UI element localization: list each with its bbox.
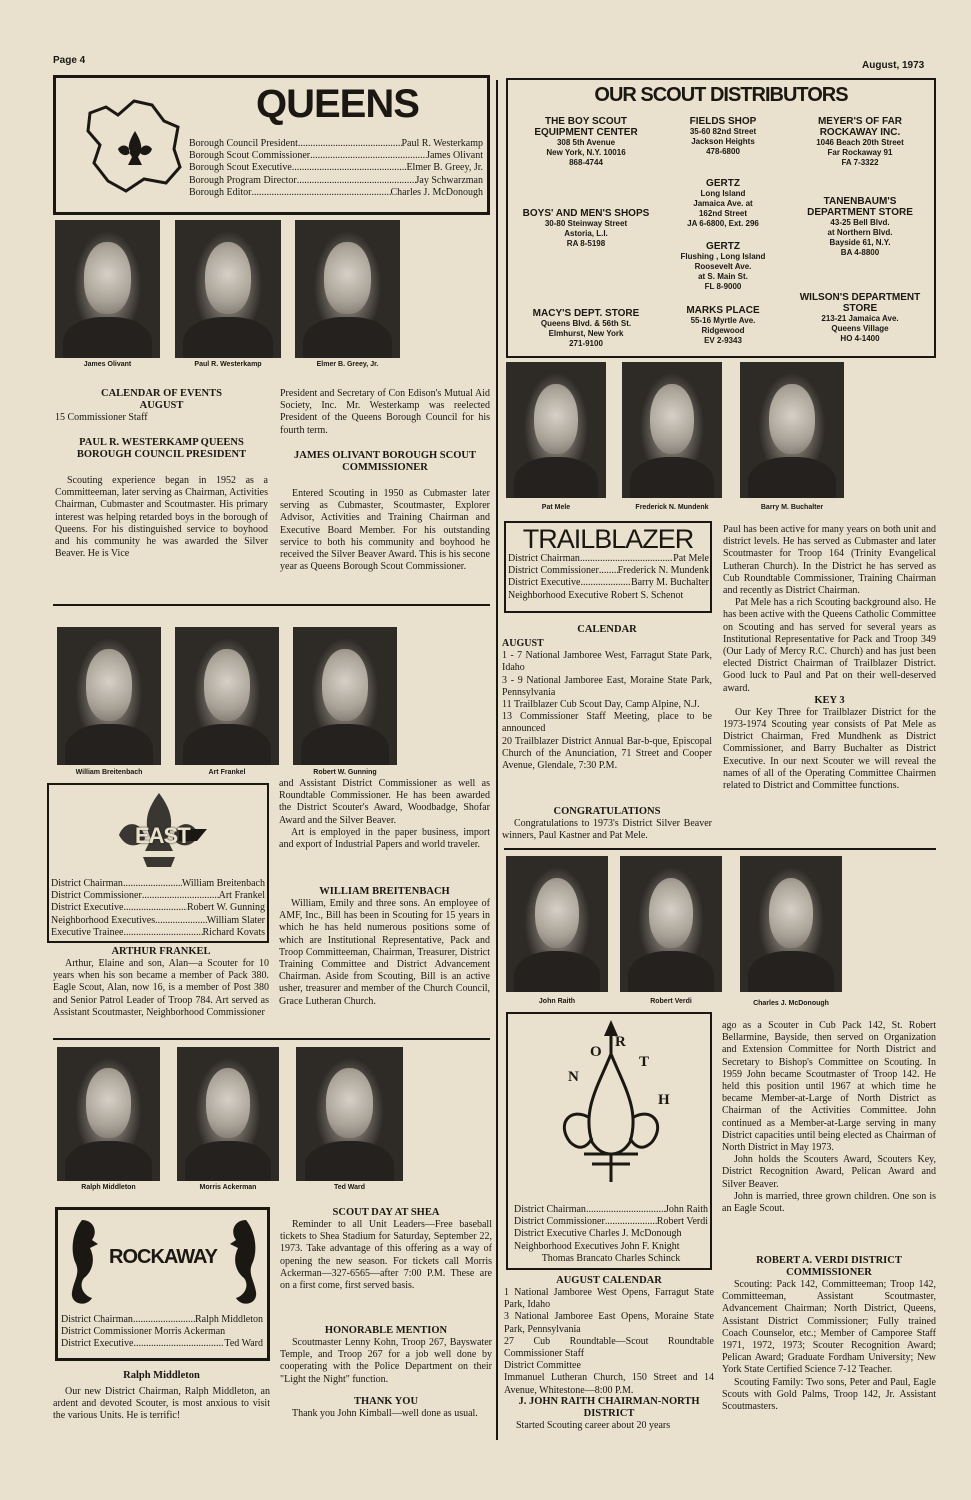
east-logo-text: EAST: [135, 823, 190, 848]
photo-greey: [295, 220, 400, 358]
caption-breitenbach: William Breitenbach: [75, 769, 143, 776]
caption-ward: Ted Ward: [333, 1184, 366, 1191]
photo-ward: [296, 1047, 403, 1181]
compass-letter-h: H: [658, 1092, 670, 1108]
photo-mundenk: [622, 362, 722, 498]
page-number: Page 4: [53, 55, 86, 66]
compass-letter-t: T: [639, 1054, 650, 1070]
north-staff-list: District Chairman ..... John Raith District Commissioner ..... Robert Verdi District Executive Charles J. McDonough Neighborhood Executives John F. Knight Thomas Brancato Charles Schinck: [514, 1204, 708, 1265]
rockaway-district-box: [55, 1207, 270, 1361]
section-rule-3: [504, 848, 936, 850]
caption-greey: Elmer B. Greey, Jr.: [316, 361, 379, 368]
raith-article: J. JOHN RAITH CHAIRMAN-NORTH DISTRICT Started Scouting career about 20 years: [516, 1396, 700, 1431]
caption-buchalter: Barry M. Buchalter: [760, 504, 824, 511]
raith-article-cont: ago as a Scouter in Cub Pack 142, St. Robert Bellarmine, Bayside, then served on Organization and Extension Committee for North District and Secretary to Bishop's Committee on Scouting. In 1959 John became Scoutmaster of Troop 142. He held this position until 1967 at which time he became Member-at-Large of North District as Chairman of the Activities Committee. John continued as a Member-at-Large serving in many District capacities until being elected as Chairman of North District in May 1973. John holds the Scouters Award, Scouters Key, District Recognition Award, Pelican Award and Silver Beaver. John is married, three grown children. One son is an Eagle Scout.: [722, 1020, 936, 1215]
caption-verdi: Robert Verdi: [650, 998, 692, 1005]
north-district-box: [506, 1012, 712, 1270]
caption-ackerman: Morris Ackerman: [199, 1184, 257, 1191]
compass-letter-o: O: [590, 1044, 602, 1060]
photo-olivant: [55, 220, 160, 358]
rockaway-staff-list: District Chairman ..... Ralph Middleton District Commissioner Morris Ackerman District Executive ..... Ted Ward: [61, 1314, 263, 1351]
caption-middleton: Ralph Middleton: [81, 1184, 136, 1191]
east-staff-list: District Chairman ..... William Breitenbach District Commissioner ..... Art Frankel District Executive ..... Robert W. Gunning Neighborhood Executives ..... William Slater Executive Trainee ..... Richard Kovats: [51, 878, 265, 939]
distributors-col1: THE BOY SCOUT EQUIPMENT CENTER 308 5th Avenue New York, N.Y. 10016 868-4744 BOYS' AND MEN'S SHOPS 30-80 Steinway Street Astoria, L.I. RA 8-5198 MACY'S DEPT. STORE Queens Blvd. & 56th St. Elmhurst, New York 271-9100: [522, 116, 650, 348]
photo-westerkamp: [175, 220, 281, 358]
congratulations: CONGRATULATIONS Congratulations to 1973's District Silver Beaver winners, Paul Kastner and Pat Mele.: [502, 806, 712, 842]
east-district-box: [47, 783, 269, 943]
distributors-box: [506, 78, 936, 358]
photo-gunning: [293, 627, 397, 765]
north-calendar: AUGUST CALENDAR 1 National Jamboree West Opens, Farragut State Park, Idaho 3 National Jamboree East Opens, Moraine State Park, Pennsylvania 27 Cub Roundtable—Scout Roundtable Commissioner Staff District Committee Immanuel Lutheran Church, 150 Street and 14 Avenue, Whitestone—8:00 P.M.: [504, 1275, 714, 1396]
caption-gunning: Robert W. Gunning: [313, 769, 377, 776]
photo-middleton: [57, 1047, 160, 1181]
calendar-of-events: CALENDAR OF EVENTS AUGUST 15 Commissioner Staff: [55, 388, 222, 423]
queens-map-icon: [82, 93, 188, 198]
frankel-article: ARTHUR FRANKEL Arthur, Elaine and son, Alan—a Scouter for 10 years when his son became a member of Pack 380. Eagle Scout, Alan, now 16, is a member of Post 380 and Senior Patrol Leader of Troop 784. Art served as Assistant Scoutmaster, Neighborhood Commissioner: [53, 946, 269, 1018]
issue-date: August, 1973: [862, 60, 925, 71]
photo-raith: [506, 856, 608, 992]
queens-title: QUEENS: [256, 82, 419, 126]
frankel-article-cont: and Assistant District Commissioner as well as Roundtable Commissioner. He has been awarded the District Scouter's Award, Woodbadge, Shofar Award and the Silver Beaver. Art is employed in the paper business, import and export of Industrial Papers and world traveler.: [279, 778, 490, 851]
caption-raith: John Raith: [538, 998, 576, 1005]
section-rule: [53, 604, 490, 606]
photo-frankel: [175, 627, 279, 765]
photo-mele: [506, 362, 606, 498]
trailblazer-article: Paul has been active for many years on both unit and district levels. He has served as Cubmaster and later Scoutmaster for Troop 164 (Trinity Evangelical Lutheran Church). In the District he has served as Cub Roundtable Commissioner, Training Chairman and recently as District Chairman. Pat Mele has a rich Scouting background also. He has been active with the Queens Catholic Committee on Scouting and has served for several years as Institutional Representative for Pack and Troop 349 (Our Lady of Mercy R.C. Church) and has just been elected District Chairman of Trailblazer District. Good luck to Paul and Pat on their well-deserved award. KEY 3 Our Key Three for Trailblazer District for the 1973-1974 Scouting year consists of Pat Mele as District Chairman, Fred Mundhenk as District Commissioner, and Barry Buchalter as District Executive. In our next Scouter we will reveal the names of all of the Operating Committee Chairmen related to District and Committee functions.: [723, 524, 936, 792]
caption-olivant: James Olivant: [83, 361, 132, 368]
compass-letter-n: N: [568, 1069, 579, 1085]
thank-you: THANK YOU Thank you John Kimball—well done as usual.: [292, 1396, 478, 1419]
olivant-article: JAMES OLIVANT BOROUGH SCOUT COMMISSIONER Entered Scouting in 1950 as Cubmaster later serving as Cubmaster, Scoutmaster, Explorer Advisor, Activities and Training Chairman and Executive Board Member. For his outstanding service to both his community and boyhood he received the Silver Beaver Award. This is his secone year as Queens Borough Scout Commissioner.: [280, 450, 490, 573]
photo-ackerman: [177, 1047, 279, 1181]
distributors-col2: FIELDS SHOP 35-60 82nd Street Jackson Heights 478-6800 GERTZ Long Island Jamaica Ave. at 162nd Street JA 6-6800, Ext. 296 GERTZ Flushing , Long Island Roosevelt Ave. at S. Main St. FL 8-9000 MARKS PLACE 55-16 Myrtle Ave. Ridgewood EV 2-9343: [680, 116, 766, 345]
westerkamp-article: PAUL R. WESTERKAMP QUEENS BOROUGH COUNCIL PRESIDENT Scouting experience began in 1952 as a Committeeman, later serving as Chairman, Activities Chairman, Cubmaster and Scoutmaster. His primary interest was helping retarded boys in the borough of Queens. For his distinguished service to boyhood and his community he was awarded the Silver Beaver. He is Vice: [55, 437, 268, 560]
trailblazer-box: [504, 521, 712, 613]
section-rule-2: [53, 1038, 490, 1040]
photo-mcdonough: [740, 856, 842, 992]
caption-westerkamp: Paul R. Westerkamp: [194, 361, 262, 368]
breitenbach-article: WILLIAM BREITENBACH William, Emily and three sons. An employee of AMF, Inc., Bill has been in Scouting for 15 years in which he has held numerous positions some of which are Institutional Representative, Pack and Troop Committeeman, Chairman, Treasurer, District Training Committee and District Advancement Chairman. Aside from Scouting, Bill is an active usher, treasurer and member of the Church Council, Grace Lutheran Church.: [279, 886, 490, 1007]
caption-mundenk: Frederick N. Mundenk: [635, 504, 709, 511]
photo-breitenbach: [57, 627, 161, 765]
distributors-col3: MEYER'S OF FAR ROCKAWAY INC. 1046 Beach 20th Street Far Rockaway 91 FA 7-3322 TANENBAUM'S DEPARTMENT STORE 43-25 Bell Blvd. at Northern Blvd. Bayside 61, N.Y. BA 4-8800 WILSON'S DEPARTMENT STORE 213-21 Jamaica Ave. Queens Village HO 4-1400: [799, 116, 921, 343]
compass-letter-r: R: [615, 1034, 626, 1050]
queens-staff-list: Borough Council President ..... Paul R. Westerkamp Borough Scout Commissioner ..... James Olivant Borough Scout Executive ..... Elmer B. Greey, Jr. Borough Program Director ..... Jay Schwarzman Borough Editor ..... Charles J. McDonough: [189, 138, 483, 199]
westerkamp-article-cont: President and Secretary of Con Edison's Mutual Aid Society, Inc. Mr. Westerkamp was reelected President of the Queens Borough Council for his fourth term.: [280, 388, 490, 436]
caption-mele: Pat Mele: [541, 504, 571, 511]
column-divider: [496, 80, 498, 1440]
distributors-title: OUR SCOUT DISTRIBUTORS: [594, 84, 848, 106]
trailblazer-calendar: CALENDAR AUGUST 1 - 7 National Jamboree West, Farragut State Park, Idaho 3 - 9 National Jamboree East, Moraine State Park, Pennsylvania 11 Trailblazer Cub Scout Day, Camp Alpine, N.J. 13 Commissioner Staff Meeting, place to be announced 20 Trailblazer District Annual Bar-b-que, Episcopal Church of the Anunciation, 71 Street and Cooper Avenue, Glendale, 7:30 P.M.: [502, 624, 712, 772]
honorable-mention: HONORABLE MENTION Scoutmaster Lenny Kohn, Troop 267, Bayswater Temple, and Troop 267 for a job well done by cooperating with the Police Department on their "Light the Night" function.: [280, 1325, 492, 1385]
middleton-article: Ralph Middleton Our new District Chairman, Ralph Middleton, an ardent and devoted Scouter, is most anxious to visit the various Units. He is terrific!: [53, 1370, 270, 1422]
caption-frankel: Art Frankel: [208, 769, 246, 776]
queens-masthead: [53, 75, 490, 215]
shea-article: SCOUT DAY AT SHEA Reminder to all Unit Leaders—Free baseball tickets to Shea Stadium for Saturday, September 22, 1973. Take advantage of this offering as a way of opening the new season. For tickets call Morris Ackerman—327-6565—after 7:00 P.M. These are on a first come, first served basis.: [280, 1207, 492, 1292]
rockaway-logo-text: ROCKAWAY: [109, 1246, 217, 1268]
photo-verdi: [620, 856, 722, 992]
caption-mcdonough: Charles J. McDonough: [753, 1000, 829, 1007]
verdi-article: ROBERT A. VERDI DISTRICT COMMISSIONER Scouting: Pack 142, Committeeman; Troop 142, Committeeman, Assistant Scoutmaster, Advancement Chairman; North District, Queens, Assistant District Commissioner; Fully trained Coach Counselor, etc.; Member of Camporee Staff 1971, 1972, 1973; Scouter Recognition Award; Pelican Award; Graduate Fordham University; New York State Certified Science 7-12 Teacher. Scouting Family: Two sons, Peter and Paul, Eagle Scouts with Gold Palms, Troop 142, Jr. Assistant Scoutmasters.: [722, 1255, 936, 1413]
seahorse-right-icon: [226, 1216, 266, 1312]
trailblazer-staff-list: District Chairman ..... Pat Mele District Commissioner ..... Frederick N. Mundenk District Executive ..... Barry M. Buchalter Neighborhood Executive Robert S. Schenot: [508, 553, 709, 602]
photo-buchalter: [740, 362, 844, 498]
seahorse-left-icon: [62, 1216, 102, 1312]
trailblazer-title: TRAILBLAZER: [522, 524, 694, 554]
